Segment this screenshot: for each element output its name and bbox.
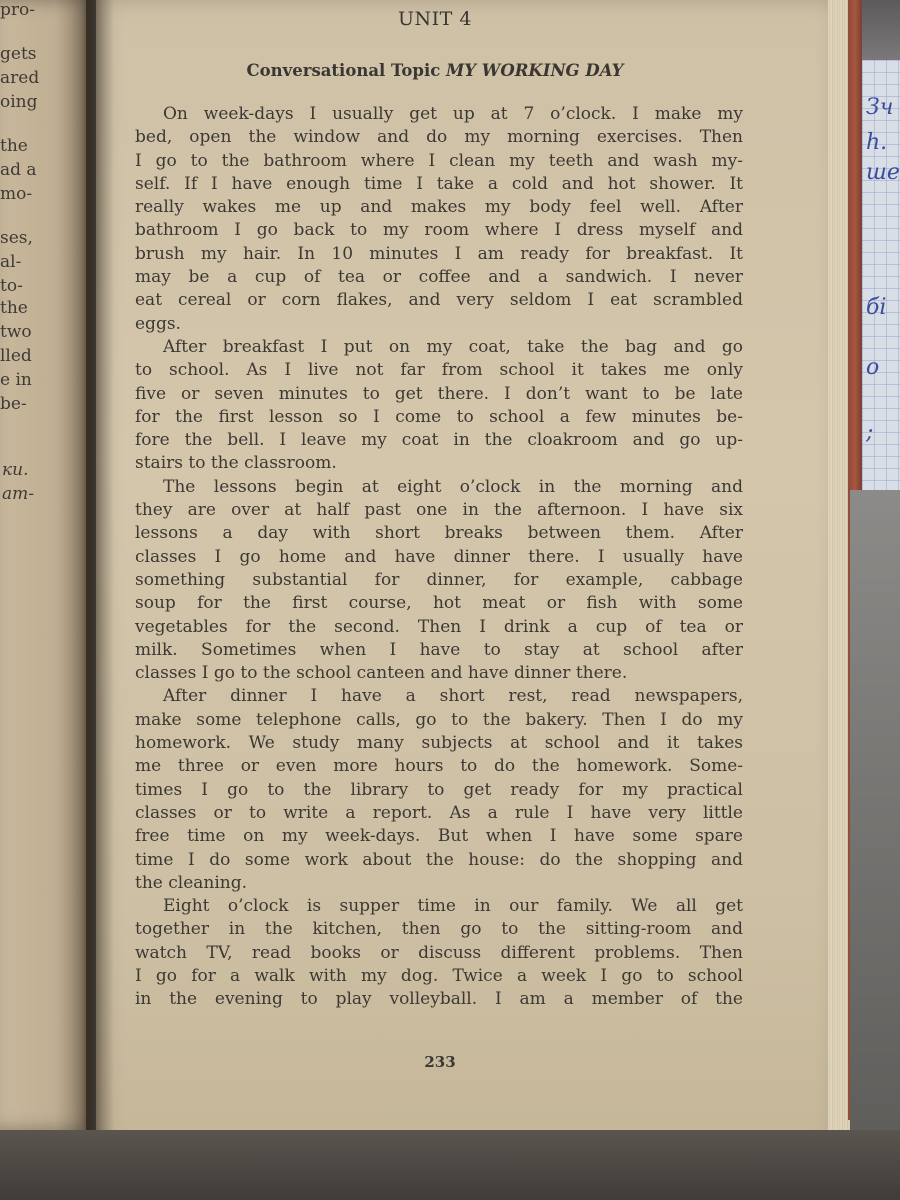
left-page-fragment: be-: [0, 394, 27, 414]
text-line: something substantial for dinner, for example, cabbage: [135, 569, 743, 590]
left-page-fragment: two: [0, 322, 32, 342]
left-page-fragment: gets: [0, 44, 37, 64]
left-page-fragment: ses,: [0, 228, 33, 248]
text-line: times I go to the library to get ready for my practical: [135, 779, 743, 800]
left-page-fragment: al-: [0, 252, 22, 272]
text-line: classes or to write a report. As a rule I have very little: [135, 802, 743, 823]
paragraph: [135, 476, 743, 686]
text-line: brush my hair. In 10 minutes I am ready for breakfast. It: [135, 243, 743, 264]
text-line: time I do some work about the house: do the shopping and: [135, 849, 743, 870]
left-page-fragment: the: [0, 136, 28, 156]
text-line: bathroom I go back to my room where I dress myself and: [135, 220, 743, 241]
notebook-scribble: ;: [866, 420, 874, 445]
text-line: lessons a day with short breaks between them. After: [135, 523, 743, 544]
text-line: I go to the bathroom where I clean my teeth and wash my-: [135, 150, 743, 171]
notebook-top: [862, 0, 900, 60]
text-line: After dinner I have a short rest, read newspapers,: [163, 686, 743, 707]
left-page-fragment: pro-: [0, 0, 35, 20]
notebook-scribble: ше: [866, 160, 900, 185]
paragraph: [135, 336, 743, 476]
notebook-scribble: о: [866, 355, 880, 380]
text-line: may be a cup of tea or coffee and a sandwich. I never: [135, 267, 743, 288]
paragraph: [135, 895, 743, 1011]
text-line: milk. Sometimes when I have to stay at school after: [135, 639, 743, 660]
left-page-fragment: e in: [0, 370, 32, 390]
left-page-fragment: ат-: [2, 484, 34, 504]
left-page-fragment: oing: [0, 92, 38, 112]
topic-label: Conversational Topic: [246, 61, 441, 80]
text-line: really wakes me up and makes my body feel well. After: [135, 197, 743, 218]
text-line: I go for a walk with my dog. Twice a week I go to school: [135, 965, 743, 986]
text-line: bed, open the window and do my morning exercises. Then: [135, 127, 743, 148]
unit-heading: UNIT 4: [398, 8, 472, 30]
text-line: for the first lesson so I come to school a few minutes be-: [135, 406, 743, 427]
text-line: soup for the first course, hot meat or fish with some: [135, 593, 743, 614]
text-line: On week-days I usually get up at 7 o’clock. I make my: [163, 104, 743, 124]
text-line: me three or even more hours to do the homework. Some-: [135, 756, 743, 777]
page-edges: [828, 0, 850, 1135]
text-line: Eight o’clock is supper time in our family. We all get: [163, 896, 743, 917]
table-surface: [850, 490, 900, 1200]
notebook-scribble: h.: [866, 130, 888, 155]
text-line: classes I go home and have dinner there. I usually have: [135, 546, 743, 567]
text-line: After breakfast I put on my coat, take the bag and go: [163, 336, 743, 357]
notebook-scribble: Зч: [866, 95, 894, 120]
text-line: homework. We study many subjects at school and it takes: [135, 733, 743, 754]
text-line: five or seven minutes to get there. I don’t want to be late: [135, 383, 743, 404]
left-page-fragment: ad a: [0, 160, 37, 180]
text-line: eat cereal or corn flakes, and very seldom I eat scrambled: [135, 290, 743, 311]
text-line: vegetables for the second. Then I drink a cup of tea or: [135, 616, 743, 637]
left-page-fragment: the: [0, 298, 28, 318]
page-number: 233: [424, 1053, 456, 1071]
book-gutter: [86, 0, 114, 1150]
text-line: classes I go to the school canteen and have dinner there.: [135, 663, 628, 684]
text-line: to school. As I live not far from school it takes me only: [135, 360, 743, 381]
topic-title: MY WORKING DAY: [446, 61, 624, 80]
text-line: The lessons begin at eight o’clock in the morning and: [163, 476, 743, 497]
left-page-fragment: to-: [0, 276, 23, 296]
paragraph: [135, 685, 743, 895]
notebook-scribble: бі: [866, 295, 887, 320]
text-line: the cleaning.: [135, 872, 248, 893]
text-line: make some telephone calls, go to the bakery. Then I do my: [135, 709, 743, 730]
text-line: in the evening to play volleyball. I am a member of the: [135, 989, 743, 1010]
text-line: self. If I have enough time I take a cold and hot shower. It: [135, 173, 743, 194]
body-text: [135, 103, 743, 1012]
left-page-fragment: ки.: [2, 460, 29, 480]
table-bottom: [0, 1130, 900, 1200]
left-page: [0, 0, 92, 1130]
left-page-fragment: mo-: [0, 184, 33, 204]
left-page-fragment: ared: [0, 68, 40, 88]
text-line: eggs.: [135, 313, 181, 334]
topic-heading: [135, 61, 735, 80]
text-line: fore the bell. I leave my coat in the cloakroom and go up-: [135, 430, 743, 451]
text-line: together in the kitchen, then go to the sitting-room and: [135, 919, 743, 940]
text-line: they are over at half past one in the afternoon. I have six: [135, 500, 743, 521]
left-page-fragment: lled: [0, 346, 32, 366]
text-line: watch TV, read books or discuss different problems. Then: [135, 942, 743, 963]
text-line: stairs to the classroom.: [135, 453, 337, 474]
paragraph: [135, 103, 743, 336]
text-line: free time on my week-days. But when I have some spare: [135, 826, 743, 847]
